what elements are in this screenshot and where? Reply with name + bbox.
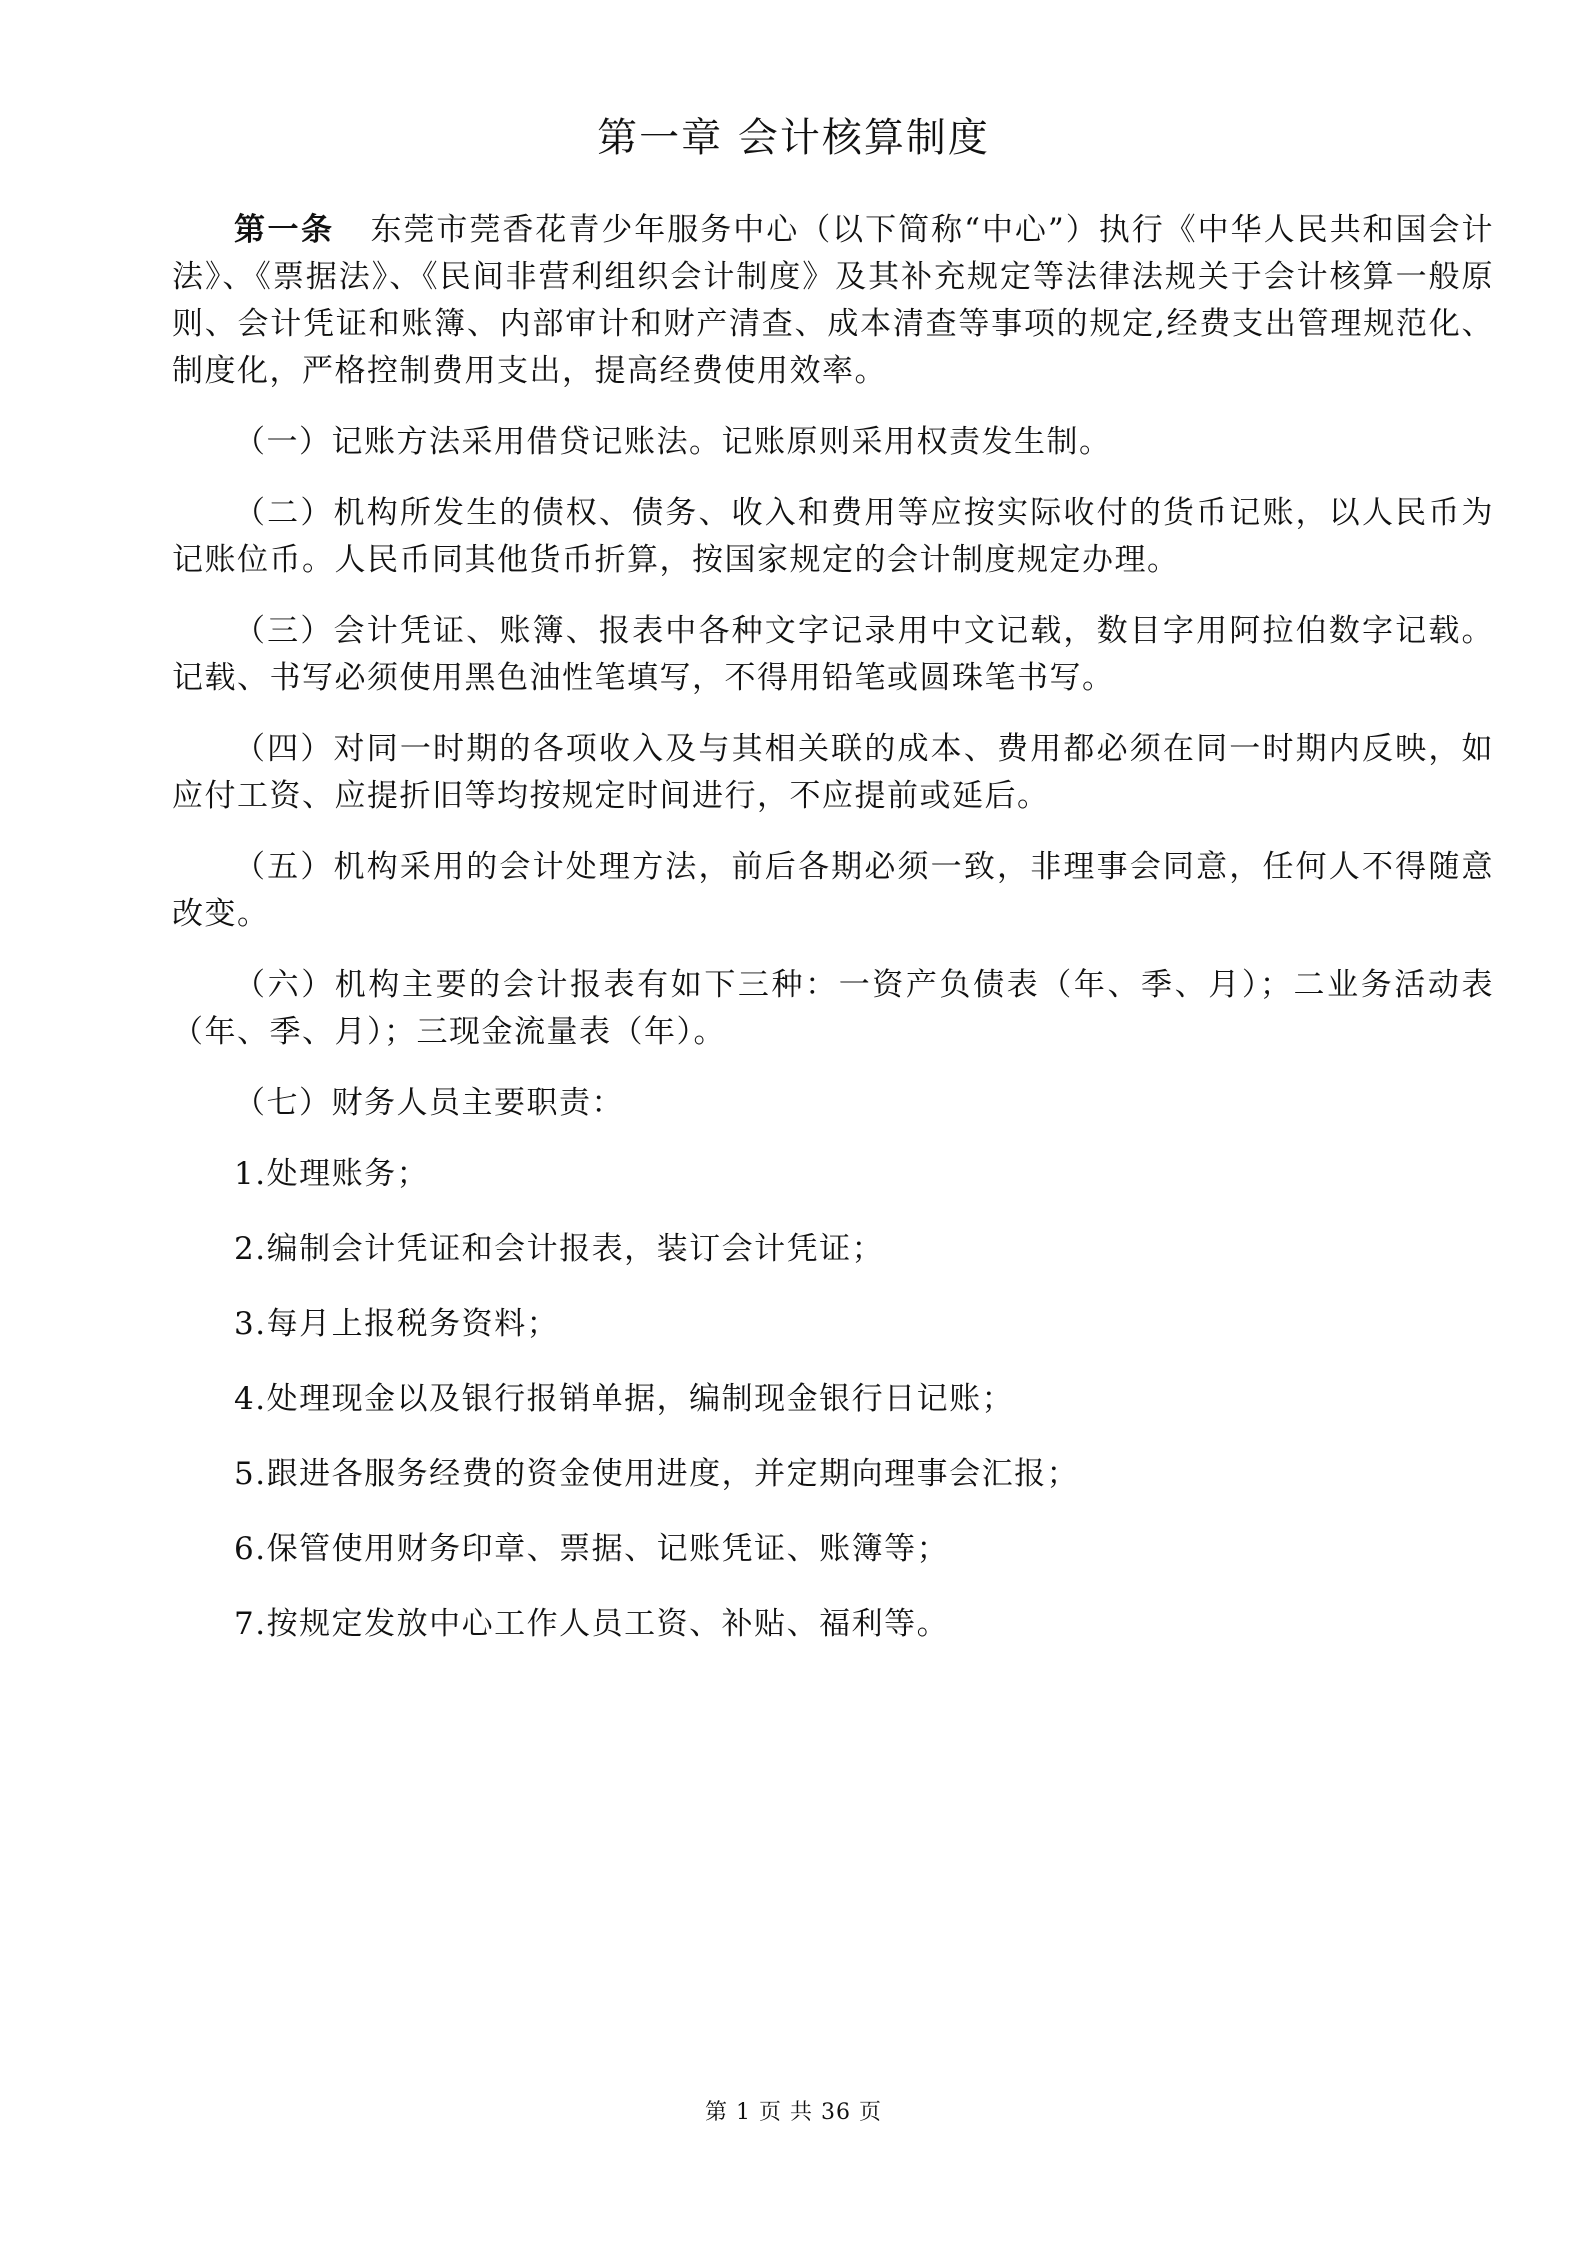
item-4: （四）对同一时期的各项收入及与其相关联的成本、费用都必须在同一时期内反映，如应付工资、应提折旧等均按规定时间进行，不应提前或延后。 (172, 731, 1494, 814)
duty-7: 7.按规定发放中心工作人员工资、补贴、福利等。 (234, 1606, 950, 1642)
chapter-title: 第一章 会计核算制度 (597, 115, 990, 161)
duty-2: 2.编制会计凭证和会计报表，装订会计凭证； (234, 1231, 885, 1267)
article-1-text: 东莞市莞香花青少年服务中心（以下简称“中心”）执行《中华人民共和国会计法》、《票据法》、《民间非营利组织会计制度》及其补充规定等法律法规关于会计核算一般原则、会计凭证和账簿、内部审计和财产清查、成本清查等事项的规定,经费支出管理规范化、制度化，严格控制费用支出，提高经费使用效率。 (172, 212, 1494, 389)
duty-3: 3.每月上报税务资料； (234, 1306, 560, 1342)
item-1: （一）记账方法采用借贷记账法。记账原则采用权责发生制。 (234, 424, 1112, 460)
duty-6: 6.保管使用财务印章、票据、记账凭证、账簿等； (234, 1531, 950, 1567)
duty-1: 1.处理账务； (234, 1156, 430, 1192)
item-3: （三）会计凭证、账簿、报表中各种文字记录用中文记载，数目字用阿拉伯数字记载。记载、书写必须使用黑色油性笔填写，不得用铅笔或圆珠笔书写。 (172, 613, 1494, 696)
item-5: （五）机构采用的会计处理方法，前后各期必须一致，非理事会同意，任何人不得随意改变。 (172, 849, 1494, 932)
item-2: （二）机构所发生的债权、债务、收入和费用等应按实际收付的货币记账，以人民币为记账位币。人民币同其他货币折算，按国家规定的会计制度规定办理。 (172, 495, 1494, 578)
article-1-paragraph (172, 207, 1494, 395)
duty-5: 5.跟进各服务经费的资金使用进度，并定期向理事会汇报； (234, 1456, 1080, 1492)
page-number-footer: 第 1 页 共 36 页 (705, 2100, 882, 2125)
item-7: （七）财务人员主要职责： (234, 1085, 624, 1121)
article-label: 第一条 (234, 212, 335, 248)
item-6: （六）机构主要的会计报表有如下三种：一资产负债表（年、季、月）；二业务活动表（年、季、月）；三现金流量表（年）。 (172, 967, 1494, 1050)
document-body (172, 207, 1494, 1676)
duty-4: 4.处理现金以及银行报销单据，编制现金银行日记账； (234, 1381, 1015, 1417)
